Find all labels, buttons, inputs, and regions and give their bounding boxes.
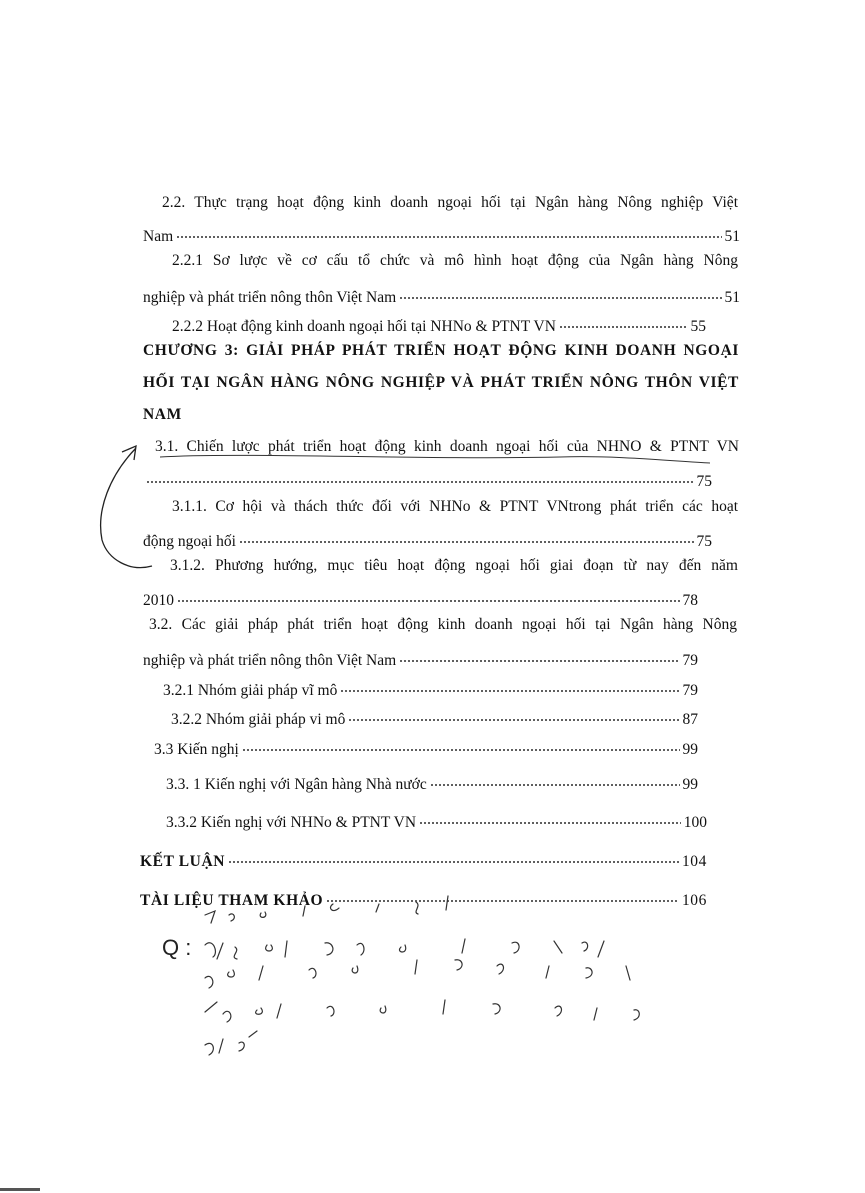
toc-page-number: 87: [682, 711, 698, 728]
toc-entry-text: TÀI LIỆU THAM KHẢO: [140, 892, 324, 909]
toc-entry-3-2-line1: 3.2. Các giải pháp phát triển hoạt động kinh doanh ngoại hối tại Ngân hàng Nông: [149, 616, 737, 633]
handwritten-q-label: Q :: [162, 935, 192, 960]
toc-entry-text: 3.3 Kiến nghị: [154, 741, 239, 758]
toc-entry-text: 2010: [143, 592, 174, 609]
toc-entry-text: 3.3.2 Kiến nghị với NHNo & PTNT VN: [166, 814, 417, 831]
toc-page-number: 75: [696, 533, 712, 550]
toc-chapter-3-line2: HỐI TẠI NGÂN HÀNG NÔNG NGHIỆP VÀ PHÁT TRIỂN NÔNG THÔN VIỆT: [143, 374, 739, 391]
underline-3-1: [160, 455, 710, 463]
toc-entry-text: động ngoại hối: [143, 533, 236, 550]
toc-page-number: 79: [682, 682, 698, 699]
toc-entry-text: 3.2.1 Nhóm giải pháp vĩ mô: [163, 682, 338, 699]
toc-entry-text: 3.3. 1 Kiến nghị với Ngân hàng Nhà nước: [166, 776, 427, 793]
margin-bracket: [101, 446, 152, 568]
toc-page-number: 79: [682, 652, 698, 669]
toc-entry-text: Nam: [143, 228, 174, 245]
toc-page-number: 106: [681, 892, 707, 909]
toc-entry-text: KẾT LUẬN: [140, 853, 226, 870]
toc-page-number: 75: [696, 473, 712, 490]
toc-page-number: 51: [724, 228, 740, 245]
toc-entry-2-2-line1: 2.2. Thực trạng hoạt động kinh doanh ngoại hối tại Ngân hàng Nông nghiệp Việt: [162, 194, 738, 211]
toc-page-number: 100: [683, 814, 707, 831]
toc-chapter-3-line3: NAM: [143, 406, 182, 423]
toc-page-number: 99: [682, 776, 698, 793]
toc-entry-3-1-2-line1: 3.1.2. Phương hướng, mục tiêu hoạt động ngoại hối giai đoạn từ nay đến năm: [170, 557, 738, 574]
toc-page-number: 99: [682, 741, 698, 758]
toc-page-number: 51: [724, 289, 740, 306]
toc-entry-text: 3.2.2 Nhóm giải pháp vi mô: [171, 711, 346, 728]
toc-page-number: 78: [682, 592, 698, 609]
toc-page-number: 104: [681, 853, 707, 870]
toc-entry-3-1-1-line1: 3.1.1. Cơ hội và thách thức đối với NHNo & PTNT VNtrong phát triển các hoạt: [172, 498, 738, 515]
toc-entry-2-2-1-line1: 2.2.1 Sơ lược về cơ cấu tổ chức và mô hình hoạt động của Ngân hàng Nông: [172, 252, 738, 269]
toc-entry-text: 2.2.2 Hoạt động kinh doanh ngoại hối tại NHNo & PTNT VN: [172, 318, 556, 335]
toc-entry-text: nghiệp và phát triển nông thôn Việt Nam: [143, 289, 397, 306]
toc-page-number: 55: [690, 318, 706, 335]
toc-chapter-3-line1: CHƯƠNG 3: GIẢI PHÁP PHÁT TRIỂN HOẠT ĐỘNG KINH DOANH NGOẠI: [143, 342, 739, 359]
page-edge-mark: [0, 1188, 40, 1191]
toc-entry-3-1-line1: 3.1. Chiến lược phát triển hoạt động kinh doanh ngoại hối của NHNO & PTNT VN: [155, 438, 739, 455]
toc-entry-text: nghiệp và phát triển nông thôn Việt Nam: [143, 652, 397, 669]
